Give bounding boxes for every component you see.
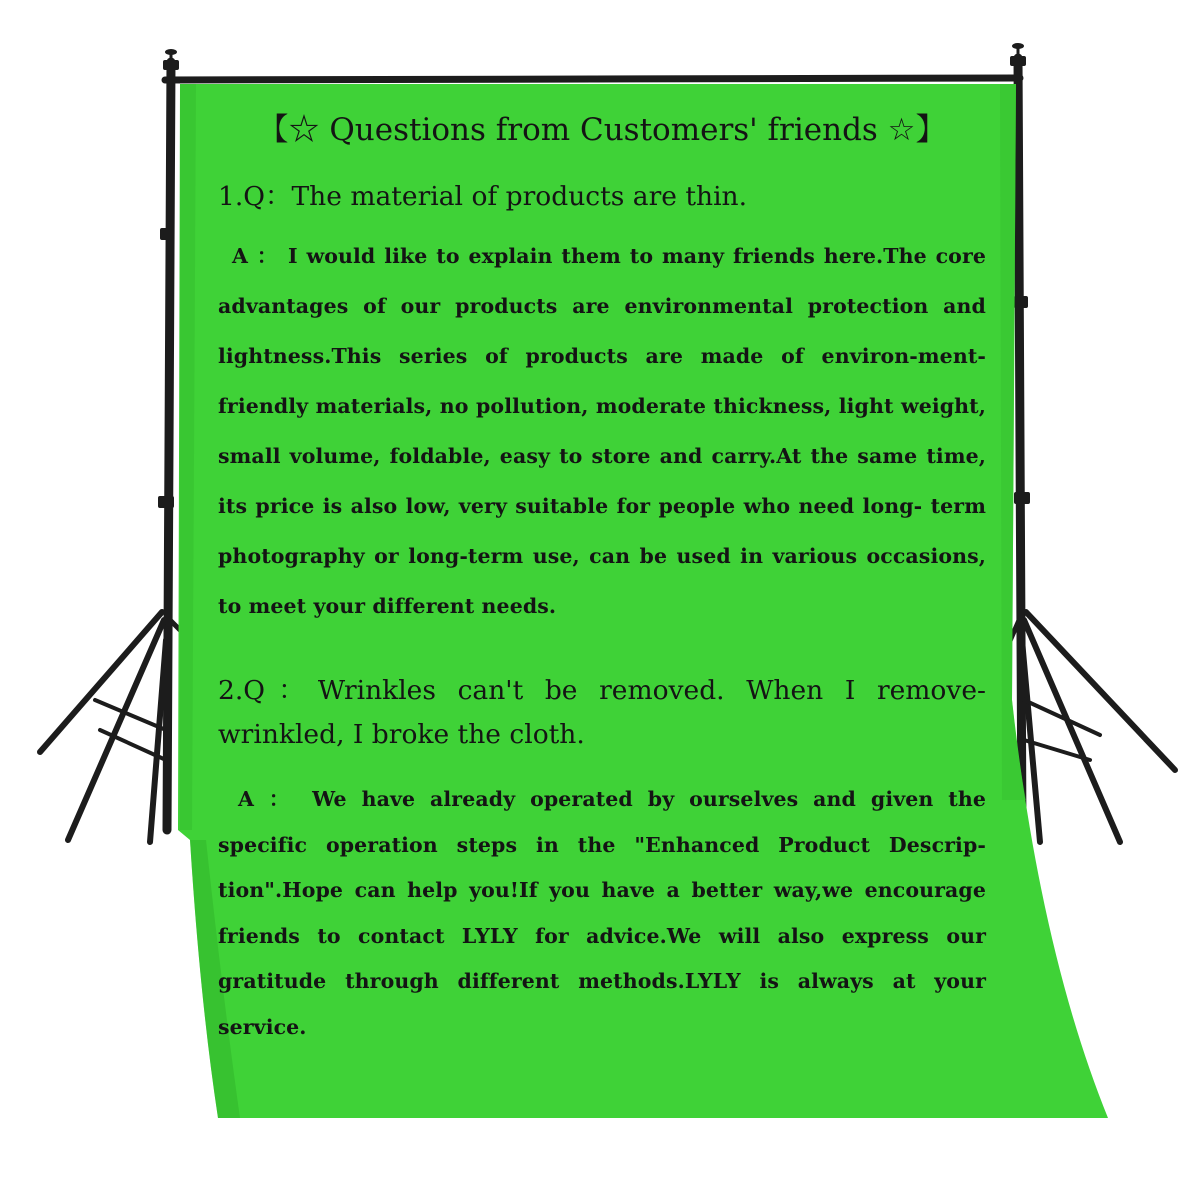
faq-content: [218, 108, 986, 1050]
faq-answer-1: A ： I would like to explain them to many friends here.The core advantages of our products are environmental protection and lightness.This series of products are made of environ-ment-friendly materials, no pollution, moderate thickness, light weight, small volume, foldable, easy to store and carry.At the same time, its price is also low, very suitable for people who need long- term photography or long-term use, can be used in various occasions, to meet your different needs.: [218, 244, 986, 618]
faq-question-1: 1.Q：The material of products are thin.: [218, 181, 748, 212]
faq-answer-2: A ： We have already operated by ourselves and given the specific operation steps in the "Enhanced Product Descrip-tion".Hope can help you!If you have a better way,we encourage friends to contact LYLY for advice.We will also express our gratitude through different methods.LYLY is always at your service.: [218, 787, 986, 1039]
faq-title: 【☆ Questions from Customers' friends ☆】: [257, 112, 947, 148]
faq-question-2: 2.Q：Wrinkles can't be removed. When I remove-wrinkled, I broke the cloth.: [218, 675, 986, 750]
